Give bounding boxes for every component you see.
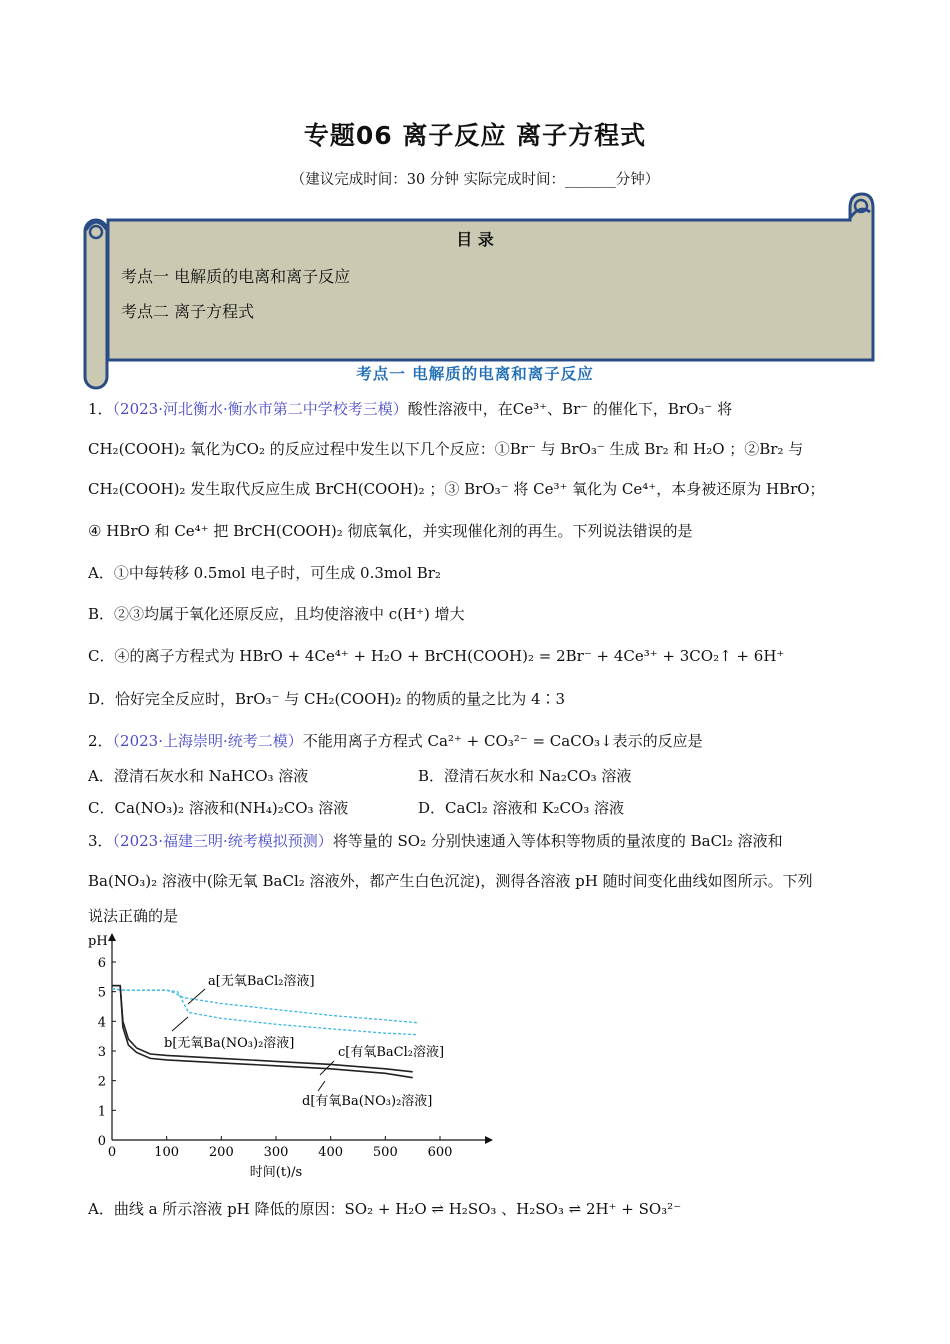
q2-option-b[interactable]: B．澄清石灰水和 Na₂CO₃ 溶液 [418, 767, 632, 785]
q1-line-4: ④ HBrO 和 Ce⁴⁺ 把 BrCH(COOH)₂ 彻底氧化，并实现催化剂的再生。下列说法错误的是 [88, 522, 693, 540]
q1-option-b[interactable]: B．②③均属于氧化还原反应，且均使溶液中 c(H⁺) 增大 [88, 605, 465, 623]
q3-line-2: Ba(NO₃)₂ 溶液中(除无氧 BaCl₂ 溶液外，都产生白色沉淀)，测得各溶液 pH 随时间变化曲线如图所示。下列 [88, 872, 813, 890]
x-tick-label: 300 [263, 1145, 289, 1160]
y-tick-label: 3 [97, 1045, 106, 1060]
y-tick-label: 4 [97, 1015, 106, 1031]
series-line-d [112, 986, 413, 1078]
x-tick-label: 100 [154, 1145, 180, 1160]
page-subtitle: （建议完成时间：30 分钟 实际完成时间：_______分钟） [290, 172, 660, 188]
q2-source: （2023·上海崇明·统考二模） [112, 732, 303, 750]
y-axis-arrow [108, 933, 116, 941]
y-tick-label: 0 [97, 1134, 106, 1149]
y-tick-label: 6 [97, 956, 106, 971]
series-line-a [112, 989, 418, 1023]
series-label-d: d[有氧Ba(NO₃)₂溶液] [302, 1094, 433, 1109]
series-arrow-b [172, 1017, 188, 1031]
q3-line-1: 3．（2023·福建三明·统考模拟预测）将等量的 SO₂ 分别快速通入等体积等物质的量浓度的 BaCl₂ 溶液和 [88, 832, 783, 850]
q2-option-a[interactable]: A．澄清石灰水和 NaHCO₃ 溶液 [88, 767, 309, 785]
x-tick-label: 500 [372, 1145, 398, 1160]
toc-item-1[interactable]: 考点一 电解质的电离和离子反应 [121, 267, 351, 286]
x-tick-label: 400 [318, 1145, 344, 1160]
series-arrow-d [318, 1081, 325, 1091]
q1-line-3: CH₂(COOH)₂ 发生取代反应生成 BrCH(COOH)₂ ；③ BrO₃⁻ 将 Ce³⁺ 氧化为 Ce⁴⁺，本身被还原为 HBrO； [88, 480, 825, 498]
series-label-a: a[无氧BaCl₂溶液] [208, 974, 315, 989]
y-tick-label: 1 [97, 1104, 106, 1120]
series-line-b [112, 989, 418, 1035]
q1-option-d[interactable]: D．恰好完全反应时，BrO₃⁻ 与 CH₂(COOH)₂ 的物质的量之比为 4∶3 [88, 690, 566, 708]
x-tick-label: 600 [427, 1145, 453, 1160]
q1-source: （2023·河北衡水·衡水市第二中学校考三模） [112, 400, 408, 418]
q1-line-2: CH₂(COOH)₂ 氧化为CO₂ 的反应过程中发生以下几个反应：①Br⁻ 与 BrO₃⁻ 生成 Br₂ 和 H₂O ；②Br₂ 与 [88, 440, 804, 458]
toc-item-2[interactable]: 考点二 离子方程式 [121, 302, 255, 321]
y-axis-label: pH [88, 934, 108, 949]
q1-line-1: 1．（2023·河北衡水·衡水市第二中学校考三模）酸性溶液中，在Ce³⁺、Br⁻ 的催化下，BrO₃⁻ 将 [88, 400, 733, 418]
y-tick-label: 2 [97, 1074, 106, 1090]
x-axis-arrow [485, 1136, 493, 1144]
q3-source: （2023·福建三明·统考模拟预测） [112, 832, 333, 850]
x-tick-label: 200 [208, 1145, 234, 1160]
page-title: 专题06 离子反应 离子方程式 [303, 121, 647, 150]
section-title: 考点一 电解质的电离和离子反应 [356, 365, 594, 383]
q2-option-d[interactable]: D．CaCl₂ 溶液和 K₂CO₃ 溶液 [418, 799, 625, 817]
y-tick-label: 5 [97, 985, 106, 1001]
q1-option-a[interactable]: A．①中每转移 0.5mol 电子时，可生成 0.3mol Br₂ [88, 564, 441, 582]
ph-time-chart [80, 925, 500, 1187]
series-arrow-a [188, 989, 205, 1004]
q2-option-c[interactable]: C．Ca(NO₃)₂ 溶液和(NH₄)₂CO₃ 溶液 [88, 799, 349, 817]
q3-line-3: 说法正确的是 [88, 907, 179, 925]
toc-heading: 目 录 [456, 230, 494, 249]
q1-option-c[interactable]: C．④的离子方程式为 HBrO + 4Ce⁴⁺ + H₂O + BrCH(COOH)₂ = 2Br⁻ + 4Ce³⁺ + 3CO₂↑ + 6H⁺ [88, 647, 785, 665]
x-axis-label: 时间(t)/s [249, 1165, 303, 1180]
q2-stem: 2．（2023·上海崇明·统考二模）不能用离子方程式 Ca²⁺ + CO₃²⁻ = CaCO₃↓表示的反应是 [88, 732, 703, 750]
q3-option-a[interactable]: A．曲线 a 所示溶液 pH 降低的原因：SO₂ + H₂O ⇌ H₂SO₃ 、H₂SO₃ ⇌ 2H⁺ + SO₃²⁻ [88, 1200, 682, 1218]
x-tick-label: 0 [107, 1145, 117, 1160]
series-label-c: c[有氧BaCl₂溶液] [338, 1045, 445, 1060]
series-label-b: b[无氧Ba(NO₃)₂溶液] [164, 1036, 295, 1051]
